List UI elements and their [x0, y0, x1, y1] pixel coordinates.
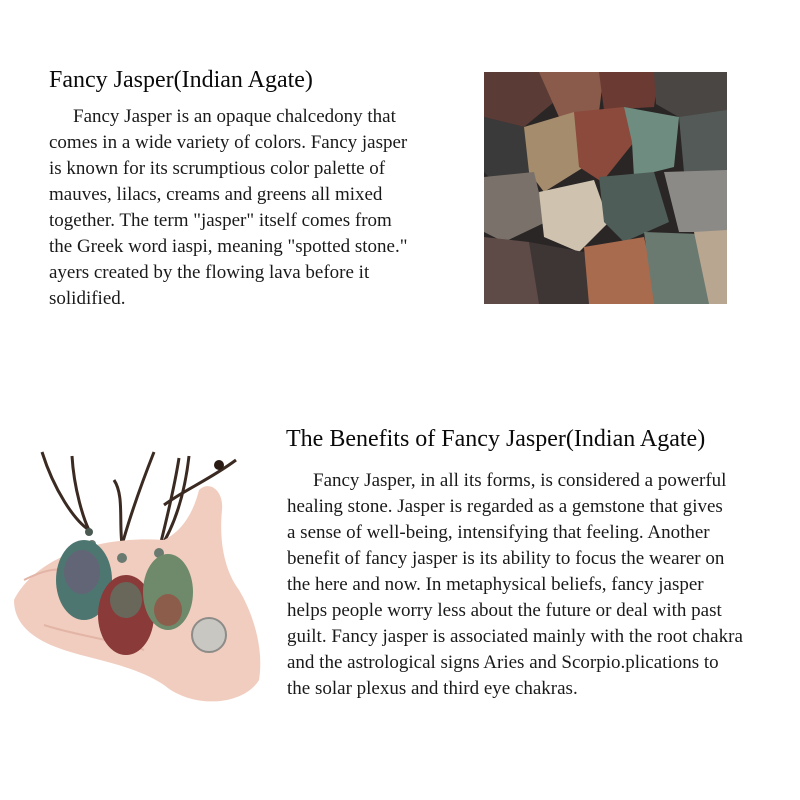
- text-line: the Greek word iaspi, meaning "spotted stone.": [49, 236, 408, 257]
- text-line: guilt. Fancy jasper is associated mainly with the root chakra: [287, 626, 743, 647]
- text-line: comes in a wide variety of colors. Fancy jasper: [49, 132, 408, 153]
- benefits-description: [287, 468, 792, 702]
- text-line: the here and now. In metaphysical beliefs, fancy jasper: [287, 574, 704, 595]
- section-title-benefits: The Benefits of Fancy Jasper(Indian Agate): [286, 426, 706, 452]
- fancy-jasper-description: [49, 104, 459, 312]
- text-line: a sense of well-being, intensifying that feeling. Another: [287, 522, 710, 543]
- section-title-fancy-jasper: Fancy Jasper(Indian Agate): [49, 67, 313, 93]
- text-line: benefit of fancy jasper is its ability to focus the wearer on: [287, 548, 725, 569]
- text-line: the solar plexus and third eye chakras.: [287, 678, 578, 699]
- text-line: is known for its scrumptious color palette of: [49, 158, 386, 179]
- text-line: and the astrological signs Aries and Scorpio.plications to: [287, 652, 719, 673]
- text-line: Fancy Jasper is an opaque chalcedony that: [73, 106, 396, 127]
- text-line: together. The term "jasper" itself comes from: [49, 210, 392, 231]
- text-line: healing stone. Jasper is regarded as a gemstone that gives: [287, 496, 723, 517]
- text-line: helps people worry less about the future or deal with past: [287, 600, 722, 621]
- text-line: Fancy Jasper, in all its forms, is considered a powerful: [313, 470, 727, 491]
- rough-jasper-stones-photo: [484, 72, 727, 304]
- hand-holding-jasper-pendants-photo: [14, 450, 274, 715]
- text-line: mauves, lilacs, creams and greens all mixed: [49, 184, 383, 205]
- text-line: solidified.: [49, 288, 126, 309]
- text-line: ayers created by the flowing lava before it: [49, 262, 370, 283]
